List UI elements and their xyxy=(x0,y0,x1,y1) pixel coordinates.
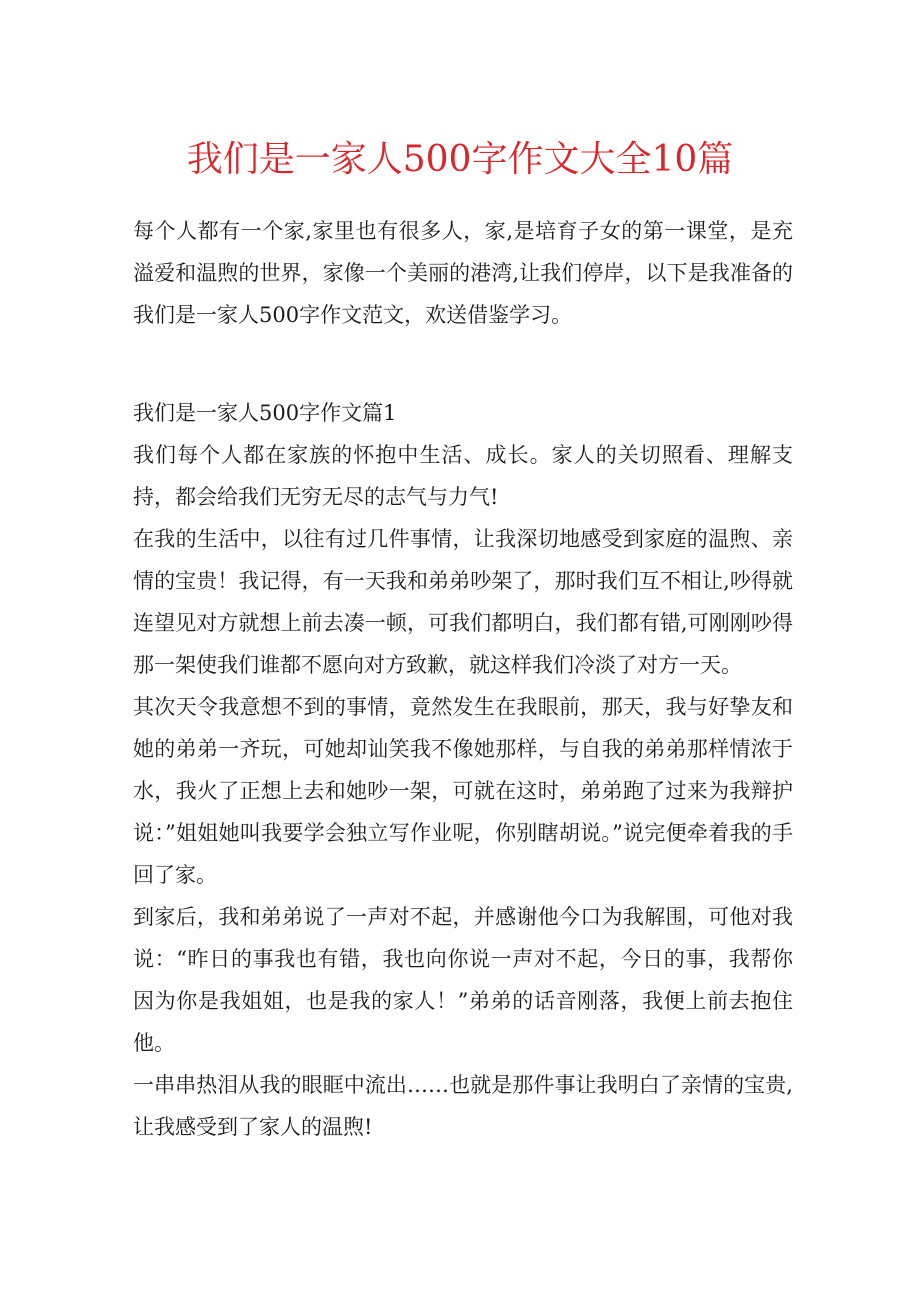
body-paragraph-4: 到家后，我和弟弟说了一声对不起，并感谢他今口为我解围，可他对我说：“昨日的事我也有错，我也向你说一声对不起，今日的事，我帮你因为你是我姐姐，也是我的家人！”弟弟的话音刚落，我便上前去抱住他。 xyxy=(133,905,793,1055)
section-heading: 我们是一家人500字作文篇1 xyxy=(133,401,397,425)
body-paragraph-1: 我们每个人都在家族的怀抱中生活、成长。家人的关切照看、理解支持，都会给我们无穷无尽的志气与力气! xyxy=(133,443,793,509)
body-paragraph-2: 在我的生活中，以往有过几件事情，让我深切地感受到家庭的温煦、亲情的宝贵！我记得，有一天我和弟弟吵架了，那时我们互不相让,吵得就连望见对方就想上前去凑一顿，可我们都明白，我们都有错,可刚刚吵得那一架使我们谁都不愿向对方致歉，就这样我们冷淡了对方一天。 xyxy=(133,527,793,677)
body-paragraph-5: 一串串热泪从我的眼眶中流出……也就是那件事让我明白了亲情的宝贵,让我感受到了家人的温煦! xyxy=(133,1073,793,1139)
document-title: 我们是一家人500字作文大全10篇 xyxy=(186,139,734,180)
document-body xyxy=(133,210,793,1148)
intro-paragraph: 每个人都有一个家,家里也有很多人，家,是培育子女的第一课堂，是充溢爱和温煦的世界，家像一个美丽的港湾,让我们停岸，以下是我准备的我们是一家人500字作文范文，欢送借鉴学习。 xyxy=(133,219,793,327)
body-paragraph-3: 其次天令我意想不到的事情，竟然发生在我眼前，那天，我与好挚友和她的弟弟一齐玩，可她却讪笑我不像她那样，与自我的弟弟那样情浓于水，我火了正想上去和她吵一架，可就在这时，弟弟跑了过来为我辩护说：”姐姐她叫我要学会独立写作业呢，你别瞎胡说。”说完便牵着我的手回了家。 xyxy=(133,695,793,887)
